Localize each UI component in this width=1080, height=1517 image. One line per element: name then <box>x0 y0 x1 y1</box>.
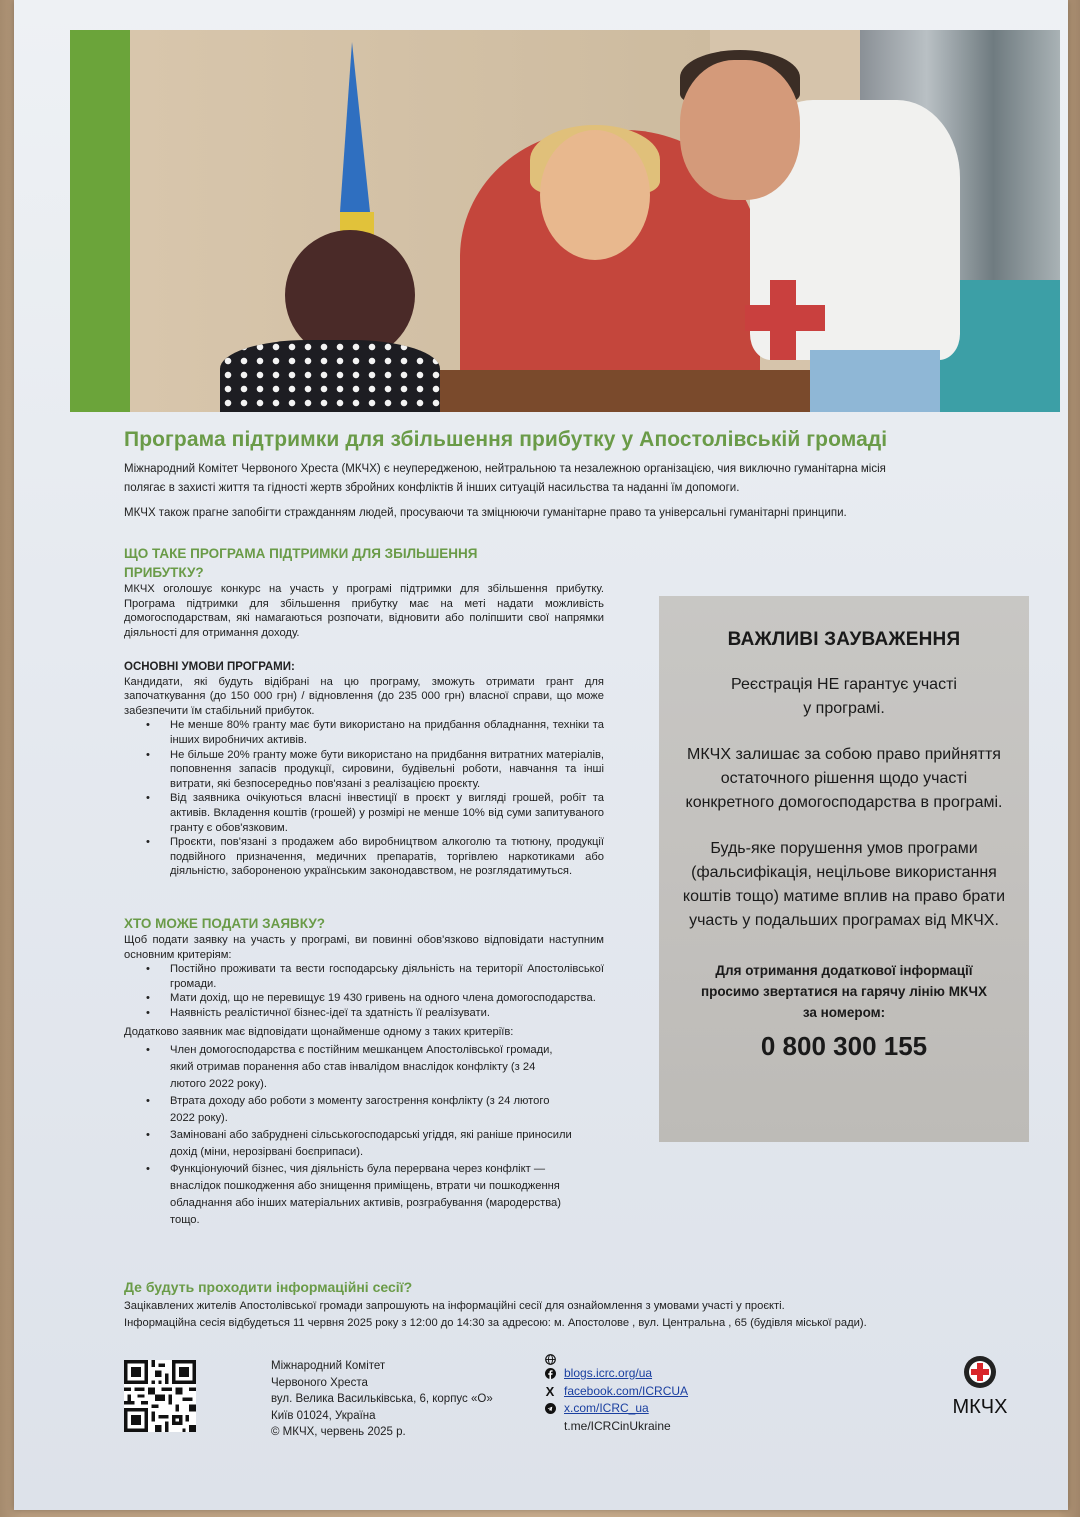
section-text: Додатково заявник має відповідати щонайменше одному з таких критеріїв: <box>124 1025 514 1038</box>
qr-code[interactable] <box>124 1360 196 1432</box>
hotline-phone[interactable]: 0 800 300 155 <box>760 1031 928 1061</box>
list-item: • Функціонуючий бізнес, чия діяльність була перервана через конфлікт — внаслідок пошкодження або знищення приміщень, втрати чи пошкодження обладнання або інших матеріальних активів, розграбування (мародерства) тощо. <box>170 1161 574 1229</box>
list-item: • Постійно проживати та вести господарську діяльність на території Апостолівської громади. <box>170 962 604 991</box>
section-text: Щоб подати заявку на участь у програмі, ви повинні обов'язково відповідати наступним основним критеріям: <box>124 934 604 961</box>
link-blog[interactable]: blogs.icrc.org/ua <box>564 1366 653 1380</box>
intro-text <box>124 460 924 529</box>
subsection-heading: ОСНОВНІ УМОВИ ПРОГРАМИ: <box>124 661 295 673</box>
address-line: Київ 01024, Україна <box>271 1409 376 1422</box>
notes-paragraph: МКЧХ залишає за собою право прийняття остаточного рішення щодо участі конкретного домогосподарства в програмі. <box>685 746 1003 811</box>
footer-link-row <box>544 1418 688 1436</box>
address-line: Міжнародний Комітет <box>271 1360 386 1372</box>
footer-link-row <box>544 1365 688 1383</box>
section-heading: ХТО МОЖЕ ПОДАТИ ЗАЯВКУ? <box>124 916 325 931</box>
spacer <box>544 1420 556 1432</box>
intro-paragraph: МКЧХ також прагне запобігти стражданням людей, просуваючи та зміцнюючи гуманітарне право та універсальні гуманітарні принципи. <box>124 507 847 519</box>
section-text: Кандидати, які будуть відібрані на цю програму, зможуть отримати грант для започаткування (до 150 000 грн) / відновлення (до 235 000 грн) власної справи, що може забезпечити їм стабільний прибуток. <box>124 675 604 717</box>
notes-line: у програмі. <box>803 700 885 717</box>
address-line: Червоного Хреста <box>271 1376 368 1389</box>
footer-address <box>271 1358 493 1441</box>
section-conditions <box>124 660 604 879</box>
photo-lady-polka-dots <box>220 340 440 412</box>
photo-woman-head <box>540 130 650 260</box>
red-cross-emblem-h <box>745 305 825 331</box>
list-item: • Втрата доходу або роботи з моменту загострення конфлікту (з 24 лютого 2022 року). <box>170 1093 574 1127</box>
green-accent-bar <box>70 30 130 412</box>
section-heading: ЩО ТАКЕ ПРОГРАМА ПІДТРИМКИ ДЛЯ ЗБІЛЬШЕННЯ <box>124 546 478 561</box>
section-who-can-apply <box>124 914 604 1229</box>
logo-text: МКЧХ <box>952 1396 1008 1418</box>
list-item: • Не менше 80% гранту має бути використано на придбання обладнання, техніки та інших виробничих активів. <box>170 718 604 747</box>
important-notes-box <box>659 596 1029 1142</box>
section-text: Зацікавлених жителів Апостолівської громади запрошують на інформаційні сесії для ознайомлення з умовами участі у проєкті. <box>124 1300 785 1312</box>
x-icon: X <box>545 1383 555 1399</box>
globe-icon <box>544 1354 556 1366</box>
list-item: • Член домогосподарства є постійним мешканцем Апостолівської громади, який отримав поранення або став інвалідом внаслідок конфлікту (з 24 лютого 2022 року). <box>170 1042 574 1093</box>
photo-table <box>430 370 850 412</box>
page-title: Програма підтримки для збільшення прибутку у Апостолівській громаді <box>124 428 888 451</box>
criteria-list <box>124 962 604 1020</box>
list-item: • Проєкти, пов'язані з продажем або виробництвом алкоголю та тютюну, продукції подвійного призначення, медичних препаратів, торгівлею наркотиками або діяльністю, забороненою українським законодавством, не розглядатимуться. <box>170 835 604 879</box>
notes-paragraph <box>669 673 1019 721</box>
hotline-info: Для отримання додаткової інформації просимо звертатися на гарячу лінію МКЧХ за номером: <box>700 963 988 1020</box>
link-x[interactable]: x.com/ICRC_ua <box>564 1401 649 1415</box>
list-item: • Мати дохід, що не перевищує 19 430 гривень на одного члена домогосподарства. <box>170 991 604 1006</box>
photo-man-head <box>680 60 800 200</box>
notes-paragraph: Будь-яке порушення умов програми (фальсифікація, нецільове використання коштів тощо) матиме вплив на право брати участь у подальших програмах від МКЧХ. <box>682 840 1006 929</box>
list-item: • Заміновані або забруднені сільськогосподарські угіддя, які раніше приносили дохід (міни, нерозірвані боєприпаси). <box>170 1127 574 1161</box>
link-telegram[interactable]: t.me/ICRCinUkraine <box>564 1418 671 1433</box>
section-heading: Де будуть проходити інформаційні сесії? <box>124 1279 413 1295</box>
copyright: © МКЧХ, червень 2025 р. <box>271 1426 406 1438</box>
list-item: • Наявність реалістичної бізнес-ідеї та здатність її реалізувати. <box>170 1006 604 1021</box>
notes-title: ВАЖЛИВІ ЗАУВАЖЕННЯ <box>727 629 961 650</box>
list-item: • Не більше 20% гранту може бути використано на придбання витратних матеріалів, поповнення запасів продукції, сировини, будівельні роботи, навчання та інші витрати, які безпосередньо пов'язані з реалізацією проєкту. <box>170 748 604 792</box>
additional-criteria-list <box>124 1042 604 1229</box>
footer-link-row <box>544 1354 688 1365</box>
notes-line: Реєстрація НЕ гарантує участі <box>731 676 957 693</box>
section-heading: ПРИБУТКУ? <box>124 565 204 580</box>
list-item: • Від заявника очікуються власні інвестиції в проєкт у вигляді грошей, робіт та активів. Вкладення коштів (грошей) у розмірі не менше 10% від суми запитуваного гранту є обов'язковим. <box>170 791 604 835</box>
conditions-list <box>124 718 604 879</box>
telegram-icon <box>544 1403 556 1415</box>
address-line: вул. Велика Васильківська, 6, корпус «О» <box>271 1393 493 1405</box>
footer-link-row <box>544 1383 688 1401</box>
red-cross-emblem-icon <box>963 1355 997 1389</box>
footer-links <box>544 1354 688 1435</box>
section-text: МКЧХ оголошує конкурс на участь у програмі підтримки для збільшення прибутку. Програма підтримки для збільшення прибутку має на меті надати можливість домогосподарствам, які намагаються розпочати, відновити або поліпшити свої напрямки діяльності для отримання доходу. <box>124 583 604 639</box>
intro-paragraph: Міжнародний Комітет Червоного Хреста (МКЧХ) є неупередженою, нейтральною та незалежною організацією, чия виключно гуманітарна місія полягає в захисті життя та гідності жертв збройних конфліктів й інших ситуацій насильства та наданні їм допомоги. <box>124 463 886 494</box>
icrc-logo <box>940 1355 1020 1419</box>
footer-link-row <box>544 1400 688 1418</box>
info-sessions <box>124 1279 954 1332</box>
header-photo <box>70 30 1060 412</box>
section-text: Інформаційна сесія відбудеться 11 червня 2025 року з 12:00 до 14:30 за адресою: м. Апостолове , вул. Центральна , 65 (будівля міської ради). <box>124 1317 867 1329</box>
facebook-icon <box>544 1368 556 1380</box>
photo-man-jeans <box>810 350 940 412</box>
section-what-is <box>124 544 604 640</box>
link-facebook[interactable]: facebook.com/ICRCUA <box>564 1383 689 1398</box>
